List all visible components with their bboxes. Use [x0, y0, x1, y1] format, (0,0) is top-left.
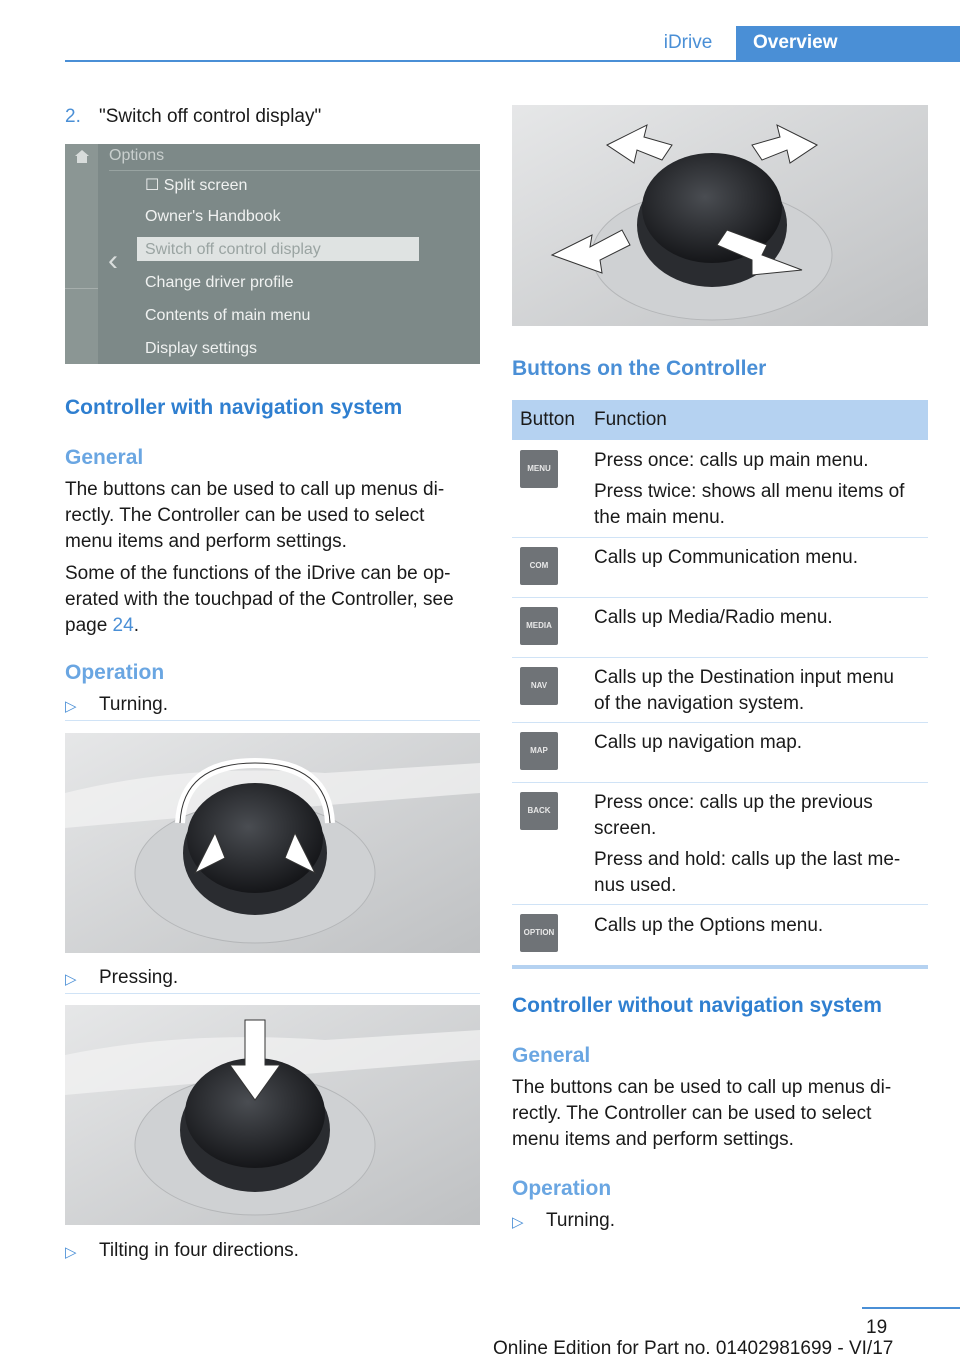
- menu-item-selected[interactable]: Switch off control display: [145, 241, 321, 258]
- bullet-icon: ▷: [65, 1244, 77, 1261]
- table-row: Calls up Communication menu.: [594, 547, 859, 568]
- bullet-turning: Turning.: [99, 694, 168, 715]
- heading-buttons-on-controller: Buttons on the Controller: [512, 357, 767, 380]
- page-number: 19: [866, 1317, 888, 1338]
- menu-left-rail: [65, 144, 98, 364]
- table-row-extra: Press twice: shows all menu items of the main menu.: [594, 481, 905, 528]
- menu-button-icon: MENU: [520, 450, 558, 488]
- step-text: "Switch off control display": [99, 106, 322, 127]
- bullet-icon: ▷: [65, 698, 77, 715]
- bullet-icon: ▷: [65, 971, 77, 988]
- table-col-function: Function: [594, 409, 667, 430]
- table-row: Calls up navigation map.: [594, 732, 803, 753]
- table-row: Press once: calls up the previous screen.: [594, 792, 873, 839]
- general-paragraph-1: The buttons can be used to call up menus di‐ rectly. The Controller can be used to select menu items and perform settings.: [65, 479, 445, 552]
- table-end-rule: [512, 965, 928, 969]
- general-paragraph-2: Some of the functions of the iDrive can be op‐ erated with the touchpad of the Controller, see page 24.: [65, 563, 454, 636]
- chevron-left-icon: ‹: [108, 244, 118, 277]
- menu-item[interactable]: Display settings: [145, 340, 258, 357]
- bullet-turning: Turning.: [546, 1210, 615, 1231]
- bullet-tilting: Tilting in four directions.: [99, 1240, 299, 1261]
- menu-item[interactable]: Change driver profile: [145, 274, 294, 291]
- heading-general: General: [65, 446, 144, 469]
- general-paragraph: The buttons can be used to call up menus di‐ rectly. The Controller can be used to select menu items and perform settings.: [512, 1077, 892, 1150]
- step-number: 2.: [65, 106, 81, 127]
- header-rule: [65, 60, 960, 62]
- heading-operation: Operation: [65, 661, 165, 684]
- header-section-label: iDrive: [663, 32, 713, 53]
- heading-general: General: [512, 1044, 591, 1067]
- table-row-extra: Press and hold: calls up the last me‐ nus used.: [594, 849, 901, 896]
- page-link[interactable]: 24: [112, 615, 134, 636]
- options-menu-screenshot: [65, 144, 480, 364]
- table-row: Calls up the Options menu.: [594, 915, 824, 936]
- map-button-icon: MAP: [520, 732, 558, 770]
- heading-controller-without-nav: Controller without navigation system: [512, 994, 882, 1017]
- table-row: Calls up the Destination input menu of the navigation system.: [594, 667, 894, 714]
- back-button-icon: BACK: [520, 792, 558, 830]
- option-button-icon: OPTION: [520, 914, 558, 952]
- table-row: Press once: calls up main menu.: [594, 450, 869, 471]
- bullet-pressing: Pressing.: [99, 967, 179, 988]
- table-row: Calls up Media/Radio menu.: [594, 607, 833, 628]
- menu-item[interactable]: ☐ Split screen: [145, 177, 248, 194]
- heading-operation: Operation: [512, 1177, 612, 1200]
- nav-button-icon: NAV: [520, 667, 558, 705]
- com-button-icon: COM: [520, 547, 558, 585]
- table-col-button: Button: [520, 409, 575, 430]
- footer-edition: Online Edition for Part no. 01402981699 - VI/17: [493, 1338, 894, 1359]
- header-chapter-tab: Overview: [736, 26, 960, 62]
- menu-item[interactable]: Contents of main menu: [145, 307, 311, 324]
- bullet-icon: ▷: [512, 1214, 524, 1231]
- heading-controller-with-nav: Controller with navigation system: [65, 396, 403, 419]
- media-button-icon: MEDIA: [520, 607, 558, 645]
- controller-turning-image: [65, 733, 480, 953]
- menu-title: Options: [109, 147, 165, 164]
- controller-pressing-image: [65, 1005, 480, 1225]
- home-icon: [75, 150, 89, 168]
- footer-rule: [862, 1307, 960, 1309]
- menu-item[interactable]: Owner's Handbook: [145, 208, 281, 225]
- controller-tilting-image: [512, 105, 928, 326]
